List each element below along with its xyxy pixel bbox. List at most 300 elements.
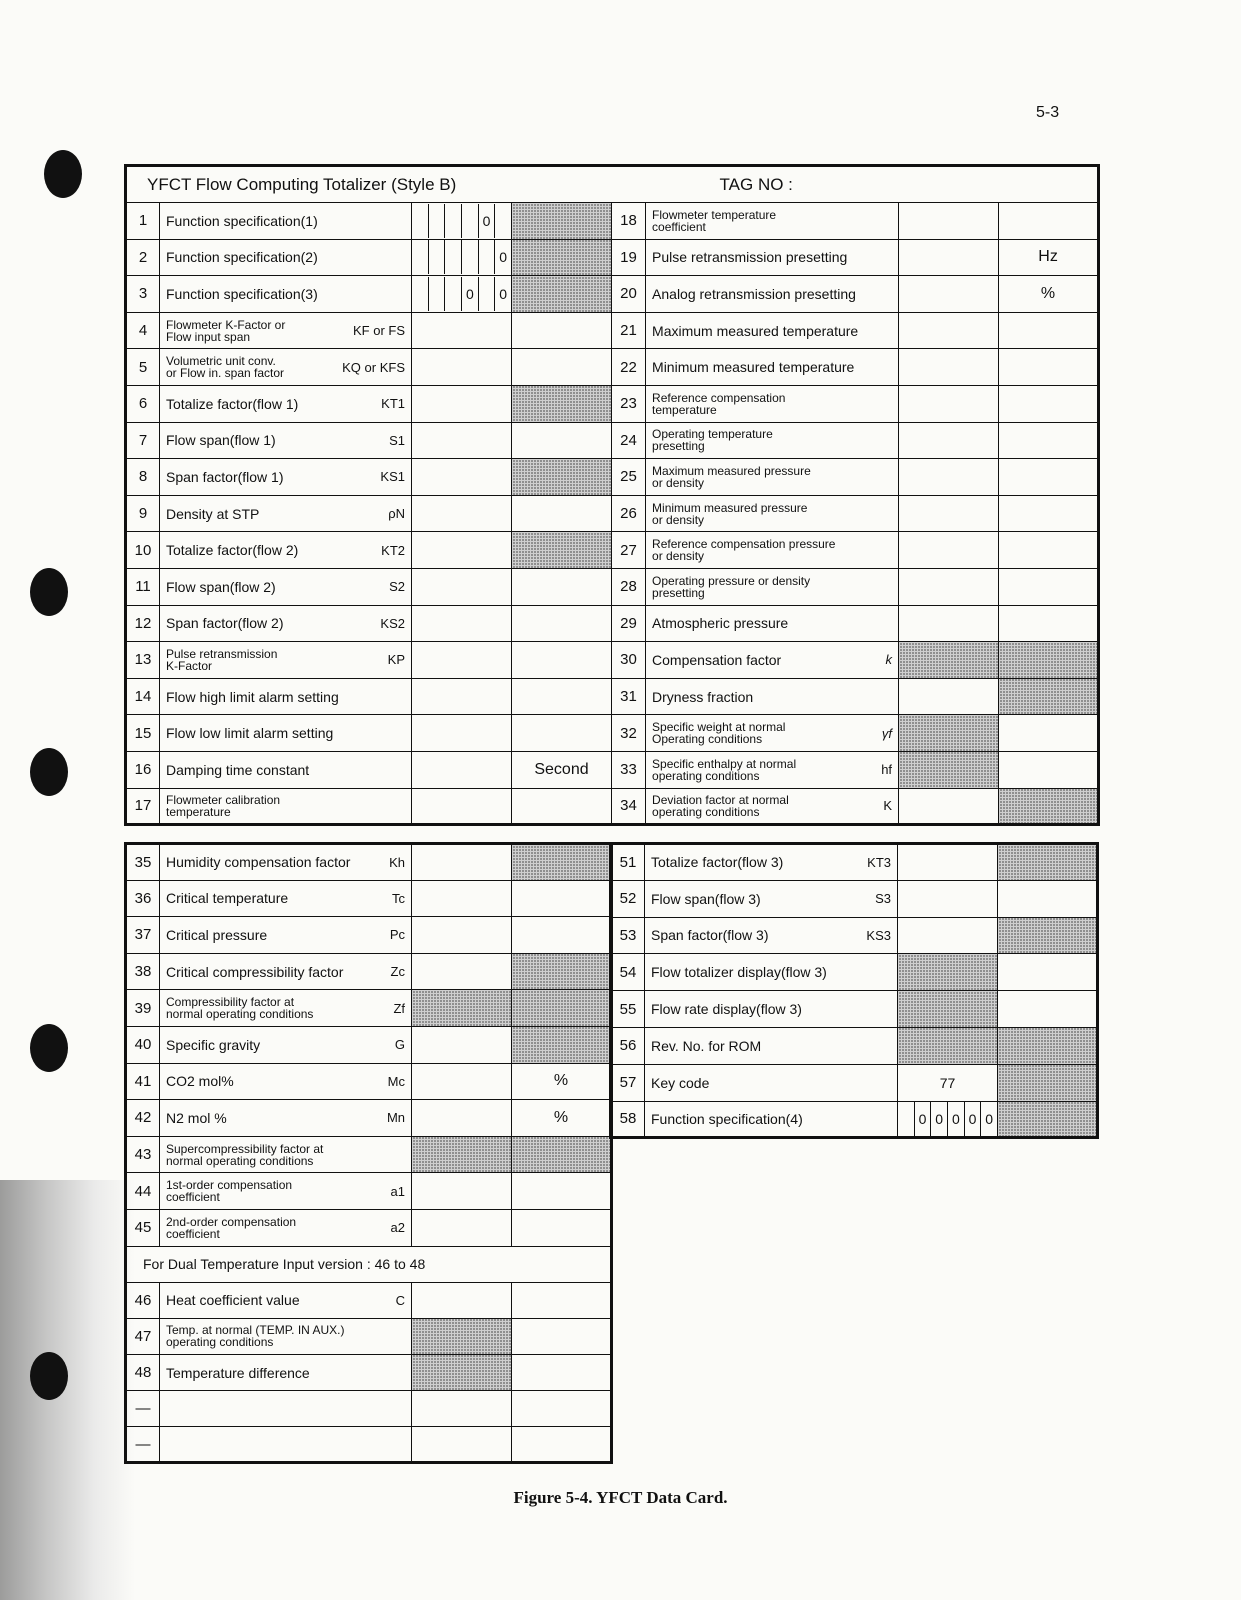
parameter-label (160, 1026, 412, 1063)
table-row (126, 715, 1099, 752)
scan-edge-shadow (0, 1180, 135, 1600)
row-number: 11 (126, 568, 160, 605)
value-field-extra[interactable] (512, 532, 612, 569)
parameter-label (646, 385, 899, 422)
value-field-extra[interactable] (999, 312, 1099, 349)
parameter-name: Function specification(3) (166, 285, 318, 302)
value-field-extra[interactable] (512, 239, 612, 276)
digit-box[interactable] (479, 277, 496, 311)
value-field-extra[interactable] (512, 1354, 612, 1390)
value-field-extra[interactable] (512, 1026, 612, 1063)
parameter-label (645, 954, 898, 991)
card-title: YFCT Flow Computing Totalizer (Style B) (126, 166, 646, 203)
parameter-label (646, 422, 899, 459)
value-field[interactable] (899, 239, 999, 276)
parameter-name: Totalize factor(flow 3) (651, 854, 784, 871)
value-field[interactable]: 77 (898, 1064, 998, 1101)
value-field[interactable] (412, 917, 512, 954)
table-row (126, 385, 1099, 422)
value-field[interactable] (412, 459, 512, 496)
row-number: 55 (611, 991, 645, 1028)
parameter-symbol: ρN (388, 506, 405, 522)
parameter-label (646, 495, 899, 532)
value-field[interactable] (899, 312, 999, 349)
parameter-name: Heat coefficient value (166, 1292, 300, 1309)
value-field[interactable] (412, 568, 512, 605)
row-number: 54 (611, 954, 645, 991)
value-field[interactable] (412, 1427, 512, 1463)
value-field[interactable] (412, 1026, 512, 1063)
table-row (126, 844, 612, 881)
row-number: 3 (126, 276, 160, 313)
digit-box[interactable]: 0 (462, 277, 479, 311)
parameter-name: Reference compensation temperature (652, 390, 786, 417)
parameter-label (160, 715, 412, 752)
parameter-name: Critical temperature (166, 890, 289, 907)
value-field[interactable] (899, 605, 999, 642)
parameter-name: Minimum measured temperature (652, 359, 855, 376)
parameter-symbol: hf (881, 762, 893, 778)
digit-box[interactable] (412, 240, 429, 274)
value-field[interactable] (412, 844, 512, 881)
row-number: — (126, 1427, 160, 1463)
value-field-extra[interactable] (998, 844, 1098, 881)
parameter-label (160, 1063, 412, 1100)
value-field[interactable] (898, 991, 998, 1028)
digit-box[interactable] (898, 1102, 915, 1136)
parameter-name: Dryness fraction (652, 688, 754, 705)
row-number: 26 (612, 495, 646, 532)
parameter-name: Atmospheric pressure (652, 615, 789, 632)
dual-temperature-note: For Dual Temperature Input version : 46 to 48 (126, 1246, 612, 1282)
digit-box[interactable]: 0 (965, 1102, 982, 1136)
value-field-extra[interactable] (999, 203, 1099, 240)
value-field[interactable] (412, 1318, 512, 1354)
row-number: 43 (126, 1136, 160, 1173)
parameter-name: Totalize factor(flow 1) (166, 395, 299, 412)
value-field[interactable] (898, 954, 998, 991)
table-row (611, 1027, 1098, 1064)
value-field-extra[interactable] (998, 1101, 1098, 1138)
unit-label: Hz (999, 239, 1099, 276)
parameter-label (160, 1136, 412, 1173)
value-field-extra[interactable] (512, 715, 612, 752)
parameter-symbol: S2 (389, 579, 405, 595)
value-field[interactable] (412, 880, 512, 917)
value-field[interactable] (412, 751, 512, 788)
table-row (126, 880, 612, 917)
value-field[interactable] (899, 568, 999, 605)
value-field-extra[interactable] (512, 312, 612, 349)
digit-box[interactable] (429, 277, 446, 311)
value-field[interactable] (898, 1027, 998, 1064)
row-number: 6 (126, 385, 160, 422)
parameter-label (160, 422, 412, 459)
parameter-symbol: a1 (390, 1183, 405, 1199)
row-number: 33 (612, 751, 646, 788)
digit-box[interactable] (445, 240, 462, 274)
value-field[interactable] (412, 953, 512, 990)
data-card-bottom-right (609, 842, 1099, 1139)
parameter-label (646, 239, 899, 276)
parameter-label (160, 239, 412, 276)
parameter-symbol: KS1 (380, 469, 405, 485)
parameter-name: Rev. No. for ROM (651, 1037, 762, 1054)
digit-box[interactable]: 0 (948, 1102, 965, 1136)
value-field[interactable] (899, 495, 999, 532)
parameter-label (646, 312, 899, 349)
value-field[interactable] (899, 532, 999, 569)
row-number: 37 (126, 917, 160, 954)
parameter-label (160, 1100, 412, 1137)
table-row (611, 991, 1098, 1028)
value-field-extra[interactable] (998, 917, 1098, 954)
punch-hole (30, 568, 68, 616)
value-field-extra[interactable] (999, 349, 1099, 386)
value-field-extra[interactable] (512, 1318, 612, 1354)
parameter-label (160, 642, 412, 679)
digit-box[interactable]: 0 (499, 249, 508, 266)
parameter-symbol: Tc (392, 890, 405, 906)
digit-box[interactable] (445, 204, 462, 238)
table-row (126, 422, 1099, 459)
value-field-extra[interactable] (999, 788, 1099, 825)
parameter-symbol: KS3 (866, 927, 891, 943)
value-field-extra[interactable] (999, 568, 1099, 605)
value-field[interactable] (899, 751, 999, 788)
parameter-name: Pulse retransmission presetting (652, 249, 848, 266)
row-number: 45 (126, 1209, 160, 1246)
row-number: 53 (611, 917, 645, 954)
value-field[interactable] (412, 1391, 512, 1427)
row-number: 4 (126, 312, 160, 349)
row-number: 15 (126, 715, 160, 752)
value-field-extra[interactable] (512, 917, 612, 954)
value-field-extra[interactable] (512, 1282, 612, 1318)
value-field[interactable] (898, 917, 998, 954)
table-row (126, 1209, 612, 1246)
parameter-label (160, 1354, 412, 1390)
value-field[interactable] (412, 678, 512, 715)
parameter-name: Flow totalizer display(flow 3) (651, 964, 827, 981)
value-field[interactable] (899, 276, 999, 313)
value-field-extra[interactable] (999, 715, 1099, 752)
value-field[interactable] (412, 203, 512, 240)
row-number: 23 (612, 385, 646, 422)
parameter-label (160, 880, 412, 917)
row-number: 30 (612, 642, 646, 679)
value-field-extra[interactable] (998, 954, 1098, 991)
parameter-name: Density at STP (166, 505, 260, 522)
parameter-label (645, 844, 898, 881)
value-field-extra[interactable] (512, 605, 612, 642)
parameter-label (646, 349, 899, 386)
value-field[interactable] (412, 276, 512, 313)
parameter-label (160, 953, 412, 990)
value-field[interactable] (412, 715, 512, 752)
value-field-extra[interactable] (999, 678, 1099, 715)
digit-box[interactable] (495, 204, 511, 238)
parameter-label (160, 276, 412, 313)
parameter-label (646, 532, 899, 569)
table-row (126, 1318, 612, 1354)
value-field[interactable] (412, 1136, 512, 1173)
value-field-extra[interactable] (998, 880, 1098, 917)
punch-hole (30, 748, 68, 796)
digit-box[interactable]: 0 (915, 1102, 932, 1136)
digit-box[interactable] (412, 204, 429, 238)
digit-box[interactable] (462, 204, 479, 238)
unit-label: % (512, 1063, 612, 1100)
value-field[interactable] (412, 349, 512, 386)
parameter-symbol: KT2 (381, 542, 405, 558)
value-field[interactable] (412, 990, 512, 1027)
value-field[interactable] (899, 642, 999, 679)
value-field-extra[interactable] (512, 1136, 612, 1173)
parameter-label (160, 917, 412, 954)
value-field-extra[interactable] (512, 953, 612, 990)
value-field-extra[interactable] (512, 385, 612, 422)
parameter-label (646, 751, 899, 788)
value-field[interactable] (412, 1209, 512, 1246)
parameter-symbol: KF or FS (352, 323, 405, 339)
parameter-name: Supercompressibility factor at normal operating conditions (166, 1141, 324, 1168)
parameter-name: Flow high limit alarm setting (166, 688, 339, 705)
parameter-name: Flowmeter temperature coefficient (652, 207, 777, 234)
parameter-label (645, 880, 898, 917)
value-field-extra[interactable] (512, 1209, 612, 1246)
parameter-name: Maximum measured temperature (652, 322, 859, 339)
parameter-label (160, 532, 412, 569)
value-field-extra[interactable] (512, 422, 612, 459)
value-field[interactable] (898, 1101, 998, 1138)
value-field-extra[interactable] (999, 532, 1099, 569)
table-row (126, 642, 1099, 679)
parameter-label (160, 1282, 412, 1318)
parameter-symbol: a2 (390, 1220, 405, 1236)
parameter-name: Span factor(flow 1) (166, 468, 284, 485)
parameter-label (645, 917, 898, 954)
value-field-extra[interactable] (998, 1027, 1098, 1064)
digit-box[interactable] (479, 240, 496, 274)
card-header-row (126, 166, 1099, 203)
value-field[interactable] (899, 678, 999, 715)
value-field-extra[interactable] (999, 642, 1099, 679)
figure-caption: Figure 5-4. YFCT Data Card. (513, 1488, 728, 1507)
value-field[interactable] (412, 605, 512, 642)
digit-box[interactable]: 0 (479, 204, 496, 238)
table-row (126, 751, 1099, 788)
row-number: 10 (126, 532, 160, 569)
value-field[interactable] (412, 1354, 512, 1390)
value-field-extra[interactable] (512, 1391, 612, 1427)
value-field-extra[interactable] (512, 1427, 612, 1463)
row-number: 2 (126, 239, 160, 276)
value-field[interactable] (899, 459, 999, 496)
value-field[interactable] (412, 385, 512, 422)
value-field[interactable] (899, 788, 999, 825)
row-number: 38 (126, 953, 160, 990)
value-field[interactable] (412, 1173, 512, 1210)
value-field-extra[interactable] (999, 605, 1099, 642)
parameter-name: Compensation factor (652, 651, 782, 668)
value-field-extra[interactable] (999, 459, 1099, 496)
punch-hole (44, 150, 82, 198)
parameter-name: Specific enthalpy at normal operating conditions (652, 756, 797, 783)
parameter-symbol: KT1 (381, 396, 405, 412)
value-field-extra[interactable] (999, 422, 1099, 459)
value-field[interactable] (412, 312, 512, 349)
table-row (126, 1063, 612, 1100)
parameter-name: Deviation factor at normal operating conditions (652, 792, 789, 819)
value-field[interactable] (412, 495, 512, 532)
row-number: 48 (126, 1354, 160, 1390)
parameter-name: Flowmeter K-Factor or Flow input span (166, 317, 286, 344)
value-field[interactable] (412, 1100, 512, 1137)
row-number: 12 (126, 605, 160, 642)
row-number: 16 (126, 751, 160, 788)
row-number: 21 (612, 312, 646, 349)
row-number: 52 (611, 880, 645, 917)
value-field-extra[interactable] (512, 642, 612, 679)
value-field[interactable] (898, 880, 998, 917)
value-field-extra[interactable] (998, 991, 1098, 1028)
value-field-extra[interactable] (512, 990, 612, 1027)
digit-box[interactable] (429, 240, 446, 274)
value-field[interactable] (412, 239, 512, 276)
parameter-label (646, 788, 899, 825)
parameter-name: Compressibility factor at normal operating conditions (166, 995, 314, 1022)
value-field-extra[interactable] (999, 385, 1099, 422)
table-row (126, 953, 612, 990)
row-number: 47 (126, 1318, 160, 1354)
parameter-label (160, 788, 412, 825)
value-field-extra[interactable] (512, 678, 612, 715)
digit-box[interactable]: 0 (931, 1102, 948, 1136)
table-row (126, 788, 1099, 825)
value-field[interactable] (899, 715, 999, 752)
value-field[interactable] (412, 532, 512, 569)
parameter-label (160, 751, 412, 788)
row-number: 41 (126, 1063, 160, 1100)
row-number: 8 (126, 459, 160, 496)
parameter-label (646, 276, 899, 313)
parameter-name: N2 mol % (166, 1109, 227, 1126)
parameter-name: Analog retransmission presetting (652, 285, 856, 302)
value-field-extra[interactable] (999, 751, 1099, 788)
table-row (126, 678, 1099, 715)
parameter-name: Totalize factor(flow 2) (166, 542, 299, 559)
digit-box[interactable] (462, 240, 479, 274)
value-field[interactable] (412, 788, 512, 825)
parameter-label (160, 678, 412, 715)
parameter-symbol: KQ or KFS (342, 359, 405, 375)
table-row (126, 1136, 612, 1173)
value-field-extra[interactable] (512, 349, 612, 386)
value-field-extra[interactable] (512, 568, 612, 605)
value-field[interactable] (412, 422, 512, 459)
value-field-extra[interactable] (512, 844, 612, 881)
parameter-name: Temperature difference (166, 1364, 310, 1381)
dual-temperature-note-row (126, 1246, 612, 1282)
parameter-name: Maximum measured pressure or density (652, 463, 811, 490)
row-number: 29 (612, 605, 646, 642)
row-number: 9 (126, 495, 160, 532)
table-row (126, 1427, 612, 1463)
parameter-symbol: KP (387, 652, 405, 668)
value-field[interactable] (899, 349, 999, 386)
parameter-label (646, 642, 899, 679)
parameter-label (160, 844, 412, 881)
parameter-name: Specific gravity (166, 1036, 261, 1053)
row-number: 7 (126, 422, 160, 459)
row-number: 13 (126, 642, 160, 679)
value-field-extra[interactable] (998, 1064, 1098, 1101)
row-number: 44 (126, 1173, 160, 1210)
punch-hole (30, 1024, 68, 1072)
parameter-name: Flow low limit alarm setting (166, 725, 334, 742)
value-field[interactable] (899, 422, 999, 459)
value-field[interactable] (898, 844, 998, 881)
value-field-extra[interactable] (512, 495, 612, 532)
table-row (611, 880, 1098, 917)
parameter-label (160, 349, 412, 386)
row-number: 42 (126, 1100, 160, 1137)
parameter-symbol: Kh (389, 854, 405, 870)
parameter-label (646, 605, 899, 642)
value-field-extra[interactable] (512, 1173, 612, 1210)
value-field-extra[interactable] (512, 459, 612, 496)
parameter-symbol: KS2 (380, 615, 405, 631)
parameter-name: Temp. at normal (TEMP. IN AUX.) operating conditions (166, 1323, 345, 1350)
parameter-label (160, 1427, 412, 1463)
digit-box[interactable]: 0 (499, 285, 508, 302)
table-row (126, 532, 1099, 569)
value-field-extra[interactable] (512, 276, 612, 313)
parameter-symbol: Zf (393, 1000, 405, 1016)
value-field-extra[interactable] (999, 495, 1099, 532)
data-card-bottom (124, 842, 613, 1464)
value-field[interactable] (899, 385, 999, 422)
parameter-label (645, 1064, 898, 1101)
table-row (126, 459, 1099, 496)
parameter-label (160, 990, 412, 1027)
row-number: 51 (611, 844, 645, 881)
value-field[interactable] (412, 1282, 512, 1318)
table-row (611, 844, 1098, 881)
parameter-name: Reference compensation pressure or density (652, 537, 836, 564)
parameter-name: Flow rate display(flow 3) (651, 1001, 802, 1018)
value-field[interactable] (899, 203, 999, 240)
parameter-symbol: k (885, 652, 893, 668)
parameter-name: Critical compressibility factor (166, 963, 344, 980)
digit-box[interactable]: 0 (985, 1110, 994, 1127)
value-field-extra[interactable] (512, 203, 612, 240)
value-field[interactable] (412, 642, 512, 679)
digit-box[interactable] (445, 277, 462, 311)
value-field[interactable] (412, 1063, 512, 1100)
value-field-extra[interactable] (512, 880, 612, 917)
parameter-name: CO2 mol% (166, 1073, 234, 1090)
parameter-name: Flow span(flow 1) (166, 432, 276, 449)
row-number: 19 (612, 239, 646, 276)
parameter-label (646, 568, 899, 605)
parameter-label (645, 991, 898, 1028)
digit-box[interactable] (412, 277, 429, 311)
table-row (611, 1064, 1098, 1101)
digit-box[interactable] (429, 204, 446, 238)
value-field-extra[interactable] (512, 788, 612, 825)
